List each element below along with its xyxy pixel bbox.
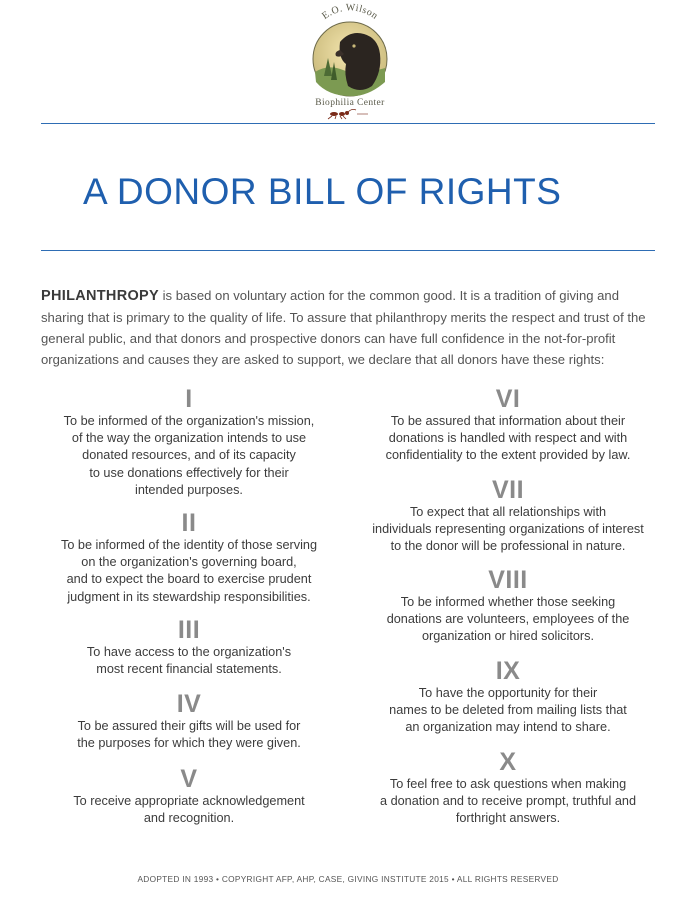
right-text: To be assured their gifts will be used for the purposes for which they were given.	[77, 719, 301, 751]
logo-bottom-text: Biophilia Center	[315, 98, 385, 108]
footer-copyright: ADOPTED IN 1993 • COPYRIGHT AFP, AHP, CASE, GIVING INSTITUTE 2015 • ALL RIGHTS RESERVED	[137, 874, 559, 884]
right-item-4	[48, 690, 330, 752]
right-numeral: II	[181, 509, 197, 537]
intro-lead-word: PHILANTHROPY	[41, 288, 159, 304]
right-text: To receive appropriate acknowledgement and recognition.	[73, 794, 305, 826]
right-text: To be assured that information about their donations is handled with respect and with confidentiality to the extent provided by law.	[385, 414, 631, 463]
right-text: To be informed of the organization's mission, of the way the organization intends to use donated resources, and of its capacity to use donations effectively for their intended purposes.	[63, 414, 315, 497]
right-item-1	[48, 385, 330, 499]
logo-emblem	[298, 2, 402, 120]
logo-top-text: E.O. Wilson	[320, 2, 381, 22]
top-divider	[41, 123, 655, 124]
right-numeral: VIII	[488, 566, 528, 594]
right-numeral: IX	[495, 657, 521, 685]
title-divider	[41, 250, 655, 251]
right-numeral: X	[499, 748, 517, 776]
right-numeral: VI	[495, 385, 521, 413]
right-text: To have access to the organization's most recent financial statements.	[86, 645, 292, 677]
right-text: To feel free to ask questions when making a donation and to receive prompt, truthful and forthright answers.	[379, 777, 637, 826]
right-item-10	[368, 748, 648, 828]
right-text: To expect that all relationships with individuals representing organizations of interest to the donor will be professional in nature.	[372, 505, 644, 554]
right-item-9	[368, 657, 648, 737]
right-item-5	[48, 765, 330, 827]
right-text: To be informed of the identity of those serving on the organization's governing board, and to expect the board to exercise prudent judgment in its stewardship responsibilities.	[60, 538, 317, 604]
right-text: To have the opportunity for their names to be deleted from mailing lists that an organization may intend to share.	[389, 686, 627, 735]
right-numeral: III	[177, 616, 201, 644]
right-item-2	[48, 509, 330, 606]
page-title: A DONOR BILL OF RIGHTS	[83, 171, 562, 212]
right-item-6	[368, 385, 648, 465]
ant-icon	[328, 109, 368, 119]
biophilia-center-logo	[298, 2, 402, 120]
right-item-3	[48, 616, 330, 678]
right-numeral: IV	[176, 690, 202, 718]
svg-text:E.O. Wilson	[320, 2, 380, 21]
right-numeral: VII	[491, 476, 525, 504]
right-item-8	[368, 566, 648, 646]
intro-body-text: is based on voluntary action for the common good. It is a tradition of giving and sharing that is primary to the quality of life. To assure that philanthropy merits the respect and trust of the general public, and that donors and prospective donors can have full confidence in the not-for-profit organizations and causes they are asked to support, we declare that all donors have these rights:	[41, 288, 646, 367]
right-numeral: V	[180, 765, 198, 793]
right-item-7	[368, 476, 648, 556]
right-text: To be informed whether those seeking donations are volunteers, employees of the organization or hired solicitors.	[386, 595, 630, 644]
intro-paragraph	[41, 285, 656, 370]
right-numeral: I	[185, 385, 193, 413]
